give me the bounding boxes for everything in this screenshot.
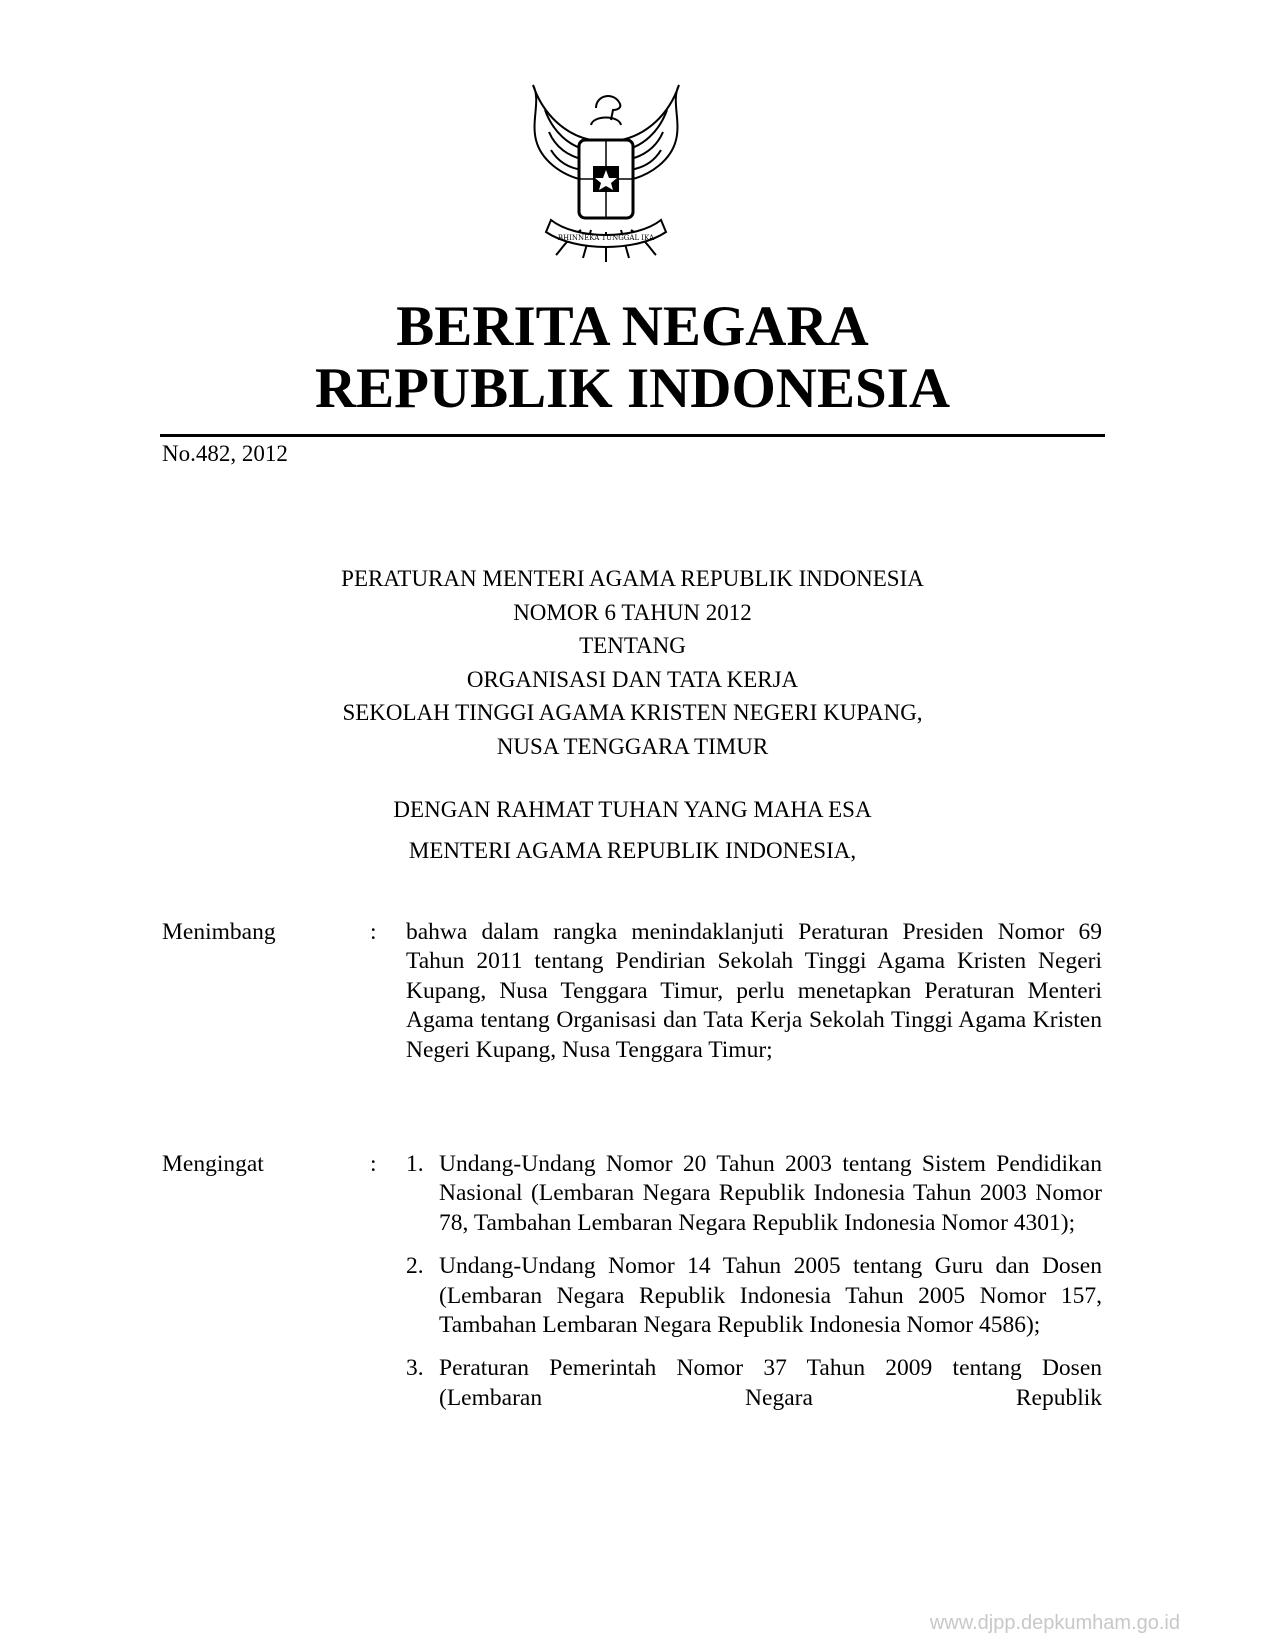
watermark-url: www.djpp.depkumham.go.id: [929, 1612, 1180, 1634]
list-item: [406, 1252, 1102, 1340]
section-colon: :: [370, 1151, 377, 1177]
menimbang-text: bahwa dalam rangka menindaklanjuti Peraturan Presiden Nomor 69 Tahun 2011 tentang Pendirian Sekolah Tinggi Agama Kristen Negeri Kupang, Nusa Tenggara Timur, perlu menetapkan Peraturan Menteri Agama tentang Organisasi dan Tata Kerja Sekolah Tinggi Agama Kristen Negeri Kupang, Nusa Tenggara Timur;: [406, 919, 1102, 1063]
list-item: [406, 1354, 1102, 1413]
title-line: NOMOR 6 TAHUN 2012: [513, 599, 752, 625]
preamble: [160, 792, 1105, 868]
garuda-emblem-icon: [521, 80, 691, 270]
list-item: [406, 1150, 1102, 1238]
regulation-title: [160, 562, 1105, 764]
item-text: Peraturan Pemerintah Nomor 37 Tahun 2009 tentang Dosen (Lembaran Negara Republik: [439, 1355, 1102, 1411]
title-line: NUSA TENGGARA TIMUR: [496, 733, 769, 759]
title-line: PERATURAN MENTERI AGAMA REPUBLIK INDONESIA: [341, 566, 924, 591]
title-line: SEKOLAH TINGGI AGAMA KRISTEN NEGERI KUPANG,: [342, 700, 923, 726]
item-text: Undang-Undang Nomor 20 Tahun 2003 tentang Sistem Pendidikan Nasional (Lembaran Negara Republik Indonesia Tahun 2003 Nomor 78, Tambahan Lembaran Negara Republik Indonesia Nomor 4301);: [439, 1151, 1102, 1236]
masthead-title-line1: BERITA NEGARA: [396, 295, 869, 358]
item-number: 2.: [406, 1253, 424, 1280]
masthead-title-line2: REPUBLIK INDONESIA: [314, 357, 951, 420]
item-text: Undang-Undang Nomor 14 Tahun 2005 tentang Guru dan Dosen (Lembaran Negara Republik Indonesia Tahun 2005 Nomor 157, Tambahan Lembaran Negara Republik Indonesia Nomor 4586);: [439, 1253, 1102, 1339]
section-label: Menimbang: [162, 919, 276, 945]
item-number: 3.: [406, 1355, 424, 1382]
masthead-divider: [160, 434, 1105, 437]
section-label: Mengingat: [162, 1151, 264, 1177]
preamble-line1: DENGAN RAHMAT TUHAN YANG MAHA ESA: [393, 797, 872, 822]
mengingat-list: [406, 1150, 1102, 1427]
svg-text:BHINNEKA TUNGGAL IKA: BHINNEKA TUNGGAL IKA: [557, 234, 655, 242]
preamble-line2: MENTERI AGAMA REPUBLIK INDONESIA,: [408, 838, 857, 863]
item-number: 1.: [406, 1151, 424, 1177]
issue-number: No.482, 2012: [162, 441, 288, 466]
title-line: ORGANISASI DAN TATA KERJA: [466, 666, 799, 692]
section-colon: :: [370, 919, 377, 945]
title-line: TENTANG: [579, 633, 686, 659]
